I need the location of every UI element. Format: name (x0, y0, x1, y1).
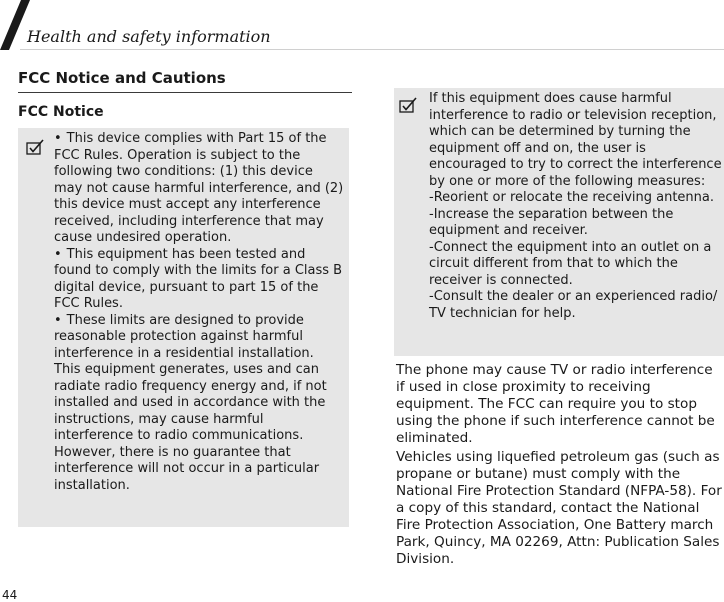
fcc-note-text (54, 131, 344, 494)
note-measure: -Increase the separation between the equipment and receiver. (429, 206, 674, 238)
body-paragraph: Vehicles using liquefied petroleum gas (such as propane or butane) must comply with the National Fire Protection Standard (NFPA-58). For a copy of this standard, contact the National Fire Protection Association, One Battery march Park, Quincy, MA 02269, Attn: Publication Sales Division. (396, 449, 722, 567)
page-number: 44 (2, 588, 18, 602)
header-accent-bar (0, 0, 30, 50)
interference-note-text (429, 91, 722, 322)
note-measure: -Reorient or relocate the receiving antenna. (429, 190, 714, 205)
note-measure: -Connect the equipment into an outlet on a circuit different from that to which the receiver is connected. (429, 239, 712, 288)
note-check-icon (399, 97, 418, 113)
note-check-icon (26, 139, 45, 155)
page-header-title: Health and safety information (27, 27, 271, 46)
body-paragraph: The phone may cause TV or radio interference if used in close proximity to receiving equipment. The FCC can require you to stop using the phone if such interference cannot be eliminated. (396, 362, 715, 446)
header-divider (20, 49, 724, 50)
subsection-title: FCC Notice (18, 104, 104, 120)
section-title: FCC Notice and Cautions (18, 69, 226, 87)
section-divider (18, 92, 352, 93)
fcc-note-box (18, 128, 349, 527)
note-bullet: • These limits are designed to provide reasonable protection against harmful interference in a residential installation. This equipment generates, uses and can radiate radio frequency energy and, if not installed and used in accordance with the instructions, may cause harmful interference to radio communications. However, there is no guarantee that interference will not occur in a particular installation. (54, 312, 327, 493)
note-measure: -Consult the dealer or an experienced radio/ TV technician for help. (429, 289, 718, 321)
note-bullet: • This equipment has been tested and found to comply with the limits for a Class B digital device, pursuant to part 15 of the FCC Rules. (54, 246, 343, 311)
note-intro: If this equipment does cause harmful interference to radio or television reception, which can be determined by turning the equipment off and on, the user is encouraged to try to correct the interference by one or more of the following measures: (429, 91, 722, 189)
interference-note-box (394, 88, 724, 356)
note-bullet: • This device complies with Part 15 of the FCC Rules. Operation is subject to the following two conditions: (1) this device may not cause harmful interference, and (2) this device must accept any interference received, including interference that may cause undesired operation. (54, 131, 344, 245)
